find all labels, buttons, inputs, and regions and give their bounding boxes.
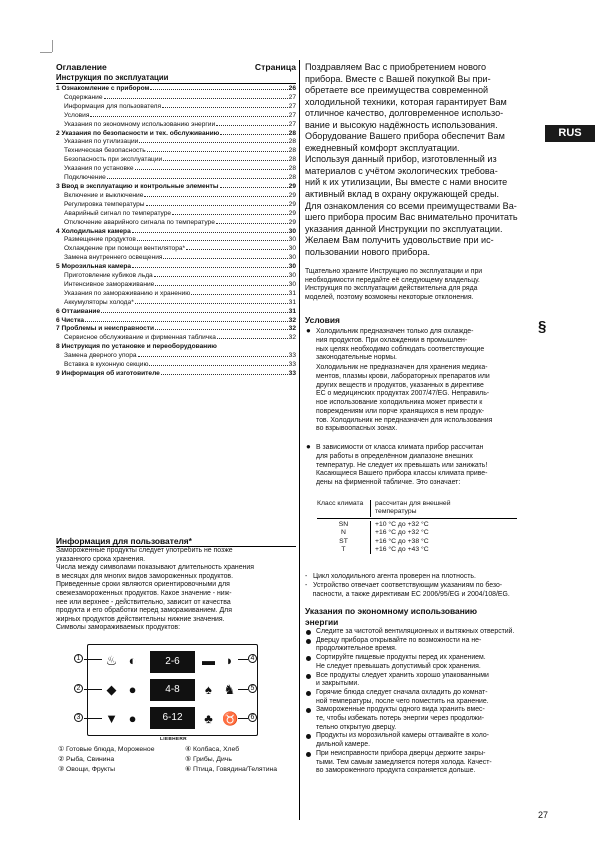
eco-item-line: Дверцу прибора открывайте по возможности на не-	[316, 636, 482, 644]
toc-item-title: Указания по утилизации	[64, 138, 139, 146]
eco-item-line: Сортируйте пищевые продукты перед их хранением.	[316, 654, 486, 662]
toc-dots	[138, 356, 288, 357]
column-divider	[299, 60, 300, 820]
toc-row	[56, 290, 296, 299]
legend-item: ④ Колбаса, Хлеб	[185, 746, 240, 753]
info-line: в месяцах для многих видов замороженных продуктов.	[56, 572, 233, 580]
climate-class: T	[317, 546, 371, 554]
toc-item-page: 29	[288, 209, 296, 217]
toc-row	[56, 361, 296, 370]
conditions-p3	[316, 444, 540, 488]
climate-row	[317, 521, 517, 529]
toc-dots	[154, 276, 288, 277]
text-line: Холодильник не предназначен для хранения медика-	[316, 364, 488, 371]
toc-item-title: Указания по установке	[64, 165, 134, 173]
intro-line: ний к их утилизации, Вы вместе с нами вносите	[305, 177, 508, 188]
eco-item-line: во замороженного продукта сохраняется дольше.	[316, 767, 476, 775]
note-text	[305, 268, 541, 302]
vegetable-icon: ▼	[105, 711, 118, 726]
text-line: повреждениям или порче хранящихся в нем продук-	[316, 407, 485, 415]
leader-line	[84, 718, 102, 719]
toc-row	[56, 343, 296, 352]
toc-dots	[220, 187, 288, 188]
toc-row	[56, 281, 296, 290]
toc-item-page: 30	[288, 245, 296, 253]
leader-line	[238, 659, 248, 660]
legend-left	[58, 745, 155, 775]
leader-line	[238, 689, 248, 690]
toc-item-page: 30	[288, 263, 296, 271]
text-line: законодательные нормы.	[316, 354, 397, 362]
info-line: свежезамороженных продуктов. Какое значение - ниж-	[56, 589, 232, 597]
climate-temp: +16 °C до +43 °C	[375, 546, 429, 554]
toc-item-page: 33	[288, 370, 296, 377]
info-line: жирных продуктов действительны нижние значения.	[56, 615, 225, 623]
intro-line: Используя данный прибор, изготовленный из	[305, 154, 497, 165]
toc-item-title: Техническая безопасность	[64, 147, 146, 155]
toc-row	[56, 121, 296, 130]
toc-dots	[163, 258, 287, 259]
legend-item: ① Готовые блюда, Мороженое	[58, 746, 155, 753]
label-1-icon: 1	[74, 654, 83, 663]
intro-line: отличное качество, долговременное использо-	[305, 108, 504, 119]
toc-item-title: 8 Инструкция по установке и переоборудованию	[56, 343, 217, 351]
toc-row	[56, 263, 296, 272]
eco-item	[305, 637, 541, 654]
game-icon: ♞	[223, 682, 236, 697]
toc-item-page: 27	[288, 93, 296, 101]
toc-item-title: Интенсивное замораживание	[64, 280, 155, 288]
toc-dots	[217, 338, 288, 339]
toc-row	[56, 370, 296, 379]
toc-row	[56, 352, 296, 361]
toc-item-page: 29	[288, 182, 296, 190]
toc-dots	[137, 240, 288, 241]
intro-line: Желаем Вам получить удовольствие при ис-	[305, 235, 494, 246]
eco-item-line: Следите за чистотой вентиляционных и вытяжных отверстий.	[316, 628, 515, 635]
crop-mark	[52, 40, 53, 52]
climate-table	[317, 500, 517, 554]
eco-item-line: ной температуры, после чего поместить на хранение.	[316, 697, 489, 705]
toc-item-title: Информация для пользователя	[64, 102, 162, 110]
toc-item-title: 7 Проблемы и неисправности	[56, 325, 155, 333]
toc-row	[56, 103, 296, 112]
bread-icon: ◗	[225, 653, 234, 668]
eco-item-line: Все продукты следует хранить хорошо упакованными	[316, 671, 489, 679]
intro-line: материалов с учётом экологических требова-	[305, 165, 498, 176]
toc-row	[56, 228, 296, 237]
toc-dots	[144, 196, 287, 197]
toc-row	[56, 210, 296, 219]
toc-item-page: 30	[288, 280, 296, 288]
toc-item-title: Регулировка температуры	[64, 200, 145, 208]
eco-item	[305, 689, 541, 706]
toc-dots	[132, 267, 288, 268]
toc-item-page: 30	[288, 254, 296, 262]
text-line: температур. Не следует их превышать или занижать!	[316, 461, 488, 469]
climate-temp: +16 °C до +32 °C	[375, 529, 429, 537]
toc-item-title: 6 Чистка	[56, 316, 85, 324]
conditions-p2	[316, 364, 540, 434]
toc-item-page: 33	[288, 352, 296, 360]
leader-line	[238, 718, 248, 719]
toc-dots	[220, 134, 287, 135]
toc-dots	[155, 329, 288, 330]
text-line: ЕС о медицинских продуктах 2007/47/EG. Неправиль-	[316, 390, 490, 398]
toc-item-title: Сервисное обслуживание и фирменная табличка	[64, 334, 216, 342]
text-line: во взрывоопасных зонах.	[316, 425, 398, 433]
eco-item	[305, 732, 541, 749]
intro-line: шего прибора просим Вас внимательно прочитать	[305, 212, 518, 223]
toc-item-page: 28	[288, 147, 296, 155]
eco-item	[305, 750, 541, 776]
eco-item-line: Замороженные продукты одного вида хранить вмес-	[316, 706, 485, 714]
toc-item-title: 3 Ввод в эксплуатацию и контрольные элементы	[56, 182, 219, 190]
user-info-title: Информация для пользователя*	[56, 536, 296, 547]
toc-item-title: Аккумуляторы холода*	[64, 298, 134, 306]
toc-row	[56, 130, 296, 139]
toc-item-page: 27	[288, 111, 296, 119]
toc-dots	[107, 178, 288, 179]
toc-row	[56, 334, 296, 343]
info-line: продукта и его обработки перед замораживанием. Для	[56, 607, 232, 615]
toc-item-title: Приготовление кубиков льда	[64, 272, 153, 280]
toc-row	[56, 308, 296, 317]
toc-item-page: 31	[288, 307, 296, 315]
toc-row	[56, 254, 296, 263]
toc-dots	[186, 249, 288, 250]
intro-line: обретаете все преимущества современной	[305, 85, 489, 96]
text-line: ния продуктов. При охлаждении в промышлен-	[316, 336, 468, 344]
note-line: Тщательно храните Инструкцию по эксплуатации и при	[305, 268, 483, 275]
toc-row	[56, 112, 296, 121]
toc-row	[56, 147, 296, 156]
storage-months-2: 4-8	[150, 679, 195, 701]
label-2-icon: 2	[74, 684, 83, 693]
toc-item-title: 9 Информация об изготовителе	[56, 370, 160, 377]
toc-row	[56, 183, 296, 192]
eco-title-line: энергии	[305, 617, 339, 628]
toc-item-page: 30	[288, 236, 296, 244]
toc-item-page: 31	[288, 298, 296, 306]
toc-dots	[149, 365, 287, 366]
legend-item: ⑤ Грибы, Дичь	[185, 756, 232, 763]
toc-row	[56, 201, 296, 210]
toc-dots	[172, 214, 288, 215]
toc-item-title: Указания по замораживанию и хранению	[64, 289, 191, 297]
climate-row	[317, 546, 517, 554]
bullet-icon: ●	[306, 326, 311, 335]
toc-row	[56, 192, 296, 201]
eco-title-line: Указания по экономному использованию	[305, 606, 478, 616]
user-info-section	[56, 536, 296, 633]
intro-line: Для ознакомления со всеми преимуществами Ва-	[305, 200, 517, 211]
toc-dots	[155, 285, 287, 286]
conditions-p1	[316, 328, 540, 363]
eco-item	[305, 654, 541, 671]
toc-dots	[132, 232, 288, 233]
text-line: других веществ и продуктов, указанных в директиве	[316, 381, 484, 389]
eco-item	[305, 706, 541, 732]
toc-dots	[216, 223, 288, 224]
page-number: 27	[538, 810, 549, 820]
fish-icon: ◆	[106, 682, 117, 697]
toc-item-title: Условия	[64, 111, 90, 119]
storage-months-1: 2-6	[150, 651, 195, 673]
toc-item-title: Содержание	[64, 93, 103, 101]
eco-item-line: продолжительное время.	[316, 645, 397, 653]
toc-dots	[150, 89, 287, 90]
intro-line: указания данной Инструкции по эксплуатации.	[305, 223, 503, 234]
toc-item-title: Замена внутреннего освещения	[64, 254, 163, 262]
climate-col-temp: рассчитан для внешней температуры	[375, 500, 451, 516]
legend-item: ② Рыба, Свинина	[58, 756, 115, 763]
toc-dots	[101, 312, 288, 313]
eco-item-line: Продукты из морозильной камеры оттаивайте в холо-	[316, 732, 489, 740]
text-line: ных целях необходимо соблюдать соответствующие	[316, 345, 485, 353]
eco-item-line: Не следует превышать допустимый срок хранения.	[316, 662, 481, 670]
conditions-title: Условия	[305, 315, 340, 325]
toc-item-page: 27	[288, 120, 296, 128]
climate-table-header	[317, 500, 517, 519]
toc-row	[56, 219, 296, 228]
toc-item-page: 28	[288, 165, 296, 173]
toc-item-page: 30	[288, 227, 296, 235]
toc-item-title: 2 Указания по безопасности и тех. обслуживанию	[56, 129, 220, 137]
text-line: тов. Холодильник не предназначен для использования	[316, 416, 493, 424]
dash-line: - Устройство отвечает соответствующим указаниям по безо-	[305, 581, 503, 589]
toc-dots	[161, 374, 288, 375]
note-line: Инструкция по эксплуатации действительна для ряда	[305, 285, 478, 293]
intro-line: пользовании нового прибора.	[305, 246, 430, 257]
toc-row	[56, 165, 296, 174]
toc-item-title: Замена дверного упора	[64, 352, 137, 360]
intro-line: вание и высокую надёжность использования.	[305, 119, 498, 130]
toc-item-title: Указания по экономному использованию энергии	[64, 120, 216, 128]
eco-item	[305, 672, 541, 689]
toc-item-page: 26	[288, 85, 296, 92]
toc-item-page: 28	[288, 129, 296, 137]
toc-dots	[147, 151, 288, 152]
text-line: Холодильник предназначен только для охлажде-	[316, 328, 474, 335]
safety-notes	[305, 573, 541, 599]
toc-item-page: 31	[288, 289, 296, 297]
climate-temp: +16 °C до +38 °C	[375, 537, 429, 545]
pig-icon: ●	[128, 682, 137, 697]
eco-item-line: и закрытыми.	[316, 680, 360, 688]
toc-item-title: Отключение аварийного сигнала по температуре	[64, 218, 215, 226]
toc-item-title: Размещение продуктов	[64, 236, 136, 244]
crop-mark	[40, 52, 52, 53]
intro-line: ежедневный комфорт эксплуатации.	[305, 142, 460, 153]
toc-row	[56, 272, 296, 281]
language-tab: RUS	[545, 125, 595, 142]
climate-row	[317, 538, 517, 546]
toc-header	[56, 62, 296, 73]
climate-col-class: Класс климата	[317, 500, 371, 517]
toc-row	[56, 174, 296, 183]
toc-dots	[216, 125, 287, 126]
text-line: Касающиеся Вашего прибора классы климата приве-	[316, 470, 488, 478]
toc-dots	[162, 107, 288, 108]
info-line: Приведенные сроки являются ориентировочными для	[56, 581, 230, 589]
toc-item-page: 27	[288, 102, 296, 110]
toc-item-title: Безопасность при эксплуатации	[64, 156, 163, 164]
toc-subtitle: Инструкция по эксплуатации	[56, 73, 296, 84]
intro-line: прибора. Вместе с Вашей покупкой Вы при-	[305, 73, 491, 84]
info-line: Замороженные продукты следует употребить не позже	[56, 547, 233, 554]
toc-item-page: 33	[288, 361, 296, 369]
toc-row	[56, 94, 296, 103]
toc-dots	[163, 160, 287, 161]
toc-item-title: 6 Оттаивание	[56, 307, 101, 315]
text-line: ментов, плазмы крови, лабораторных препаратов или	[316, 372, 490, 380]
eco-list	[305, 628, 541, 776]
toc-item-page: 32	[288, 316, 296, 324]
brand-logo: LIEBHERR	[160, 737, 187, 742]
climate-row	[317, 529, 517, 537]
toc-item-page: 30	[288, 272, 296, 280]
label-5-icon: 5	[248, 684, 257, 693]
toc-dots	[135, 169, 288, 170]
toc-item-page: 28	[288, 138, 296, 146]
legend-right	[185, 745, 277, 775]
text-line: дены на фирменной табличке. Это означает:	[316, 479, 461, 486]
text-line: для работы в определённом диапазоне внешних	[316, 452, 473, 460]
toc-dots	[146, 205, 288, 206]
toc-row	[56, 156, 296, 165]
text-line: ное использование холодильника может привести к	[316, 399, 483, 406]
eco-title	[305, 606, 541, 628]
cow-icon: ♉	[222, 711, 239, 726]
toc-item-page: 32	[288, 325, 296, 333]
intro-line: Оборудование Вашего прибора обеспечит Вам	[305, 131, 505, 142]
eco-item-line: дильной камере.	[316, 741, 371, 749]
section-sign-icon: §	[538, 318, 547, 335]
toc-row	[56, 236, 296, 245]
leader-line	[84, 659, 102, 660]
toc-item-title: 4 Холодильная камера	[56, 227, 131, 235]
toc-row	[56, 85, 296, 94]
toc-item-title: Охлаждение при помощи вентилятора*	[64, 245, 186, 253]
dash-line: пасности, а также директивам ЕС 2006/95/EG и 2004/108/EG.	[305, 590, 510, 598]
legend-item: ⑥ Птица, Говядина/Телятина	[185, 766, 278, 773]
bullet-icon: ●	[306, 442, 311, 451]
ready-meal-icon: ♨	[105, 653, 118, 668]
eco-item-line: тельно открытую дверцу.	[316, 723, 397, 731]
note-line: необходимости передайте её следующему владельцу.	[305, 276, 480, 284]
toc-dots	[191, 294, 287, 295]
toc-item-page: 28	[288, 156, 296, 164]
toc-row	[56, 299, 296, 308]
storage-months-3: 6-12	[150, 707, 195, 729]
leader-line	[84, 689, 102, 690]
toc-item-page: 28	[288, 174, 296, 182]
toc-dots	[85, 321, 288, 322]
toc-dots	[90, 116, 287, 117]
freezer-symbols-diagram	[87, 644, 258, 736]
fruit-icon: ●	[128, 711, 137, 726]
info-line: Числа между символами показывают длительность хранения	[56, 564, 254, 572]
climate-class: SN	[317, 521, 371, 529]
toc-row	[56, 245, 296, 254]
info-line: нее или верхнее - действительно, зависит от качества	[56, 598, 231, 606]
toc-item-page: 29	[288, 191, 296, 199]
label-3-icon: 3	[74, 713, 83, 722]
label-4-icon: 4	[248, 654, 257, 663]
poultry-icon: ♣	[204, 711, 213, 726]
info-line: указанного срока хранения.	[56, 555, 145, 563]
info-line: Символы замораживаемых продуктов:	[56, 624, 180, 632]
mushroom-icon: ♠	[205, 682, 212, 697]
intro-line: активный вклад в охрану окружающей среды.	[305, 189, 500, 200]
label-6-icon: 6	[248, 713, 257, 722]
intro-line: Поздравляем Вас с приобретением нового	[305, 62, 487, 72]
intro-text	[305, 62, 541, 258]
toc-item-title: Подключение	[64, 174, 106, 182]
climate-class: ST	[317, 538, 371, 546]
eco-item-line: При неисправности прибора дверцы держите закры-	[316, 749, 486, 757]
climate-temp: +10 °C до +32 °C	[375, 520, 429, 528]
sausage-icon: ▬	[202, 653, 215, 668]
toc-dots	[139, 142, 287, 143]
climate-class: N	[317, 529, 371, 537]
toc-item-page: 29	[288, 200, 296, 208]
text-line: В зависимости от класса климата прибор рассчитан	[316, 444, 484, 451]
toc-row	[56, 138, 296, 147]
eco-item-line: тыми. Тем самым замедляется потеря холода. Качест-	[316, 758, 492, 766]
eco-item-line: те, чтобы избежать потерь энергии через продолжи-	[316, 715, 485, 723]
eco-item	[305, 628, 541, 637]
toc-item-page: 29	[288, 218, 296, 226]
toc-dots	[104, 98, 288, 99]
intro-line: холодильной техники, которая гарантирует Вам	[305, 96, 507, 107]
toc-dots	[135, 303, 288, 304]
toc-item-title: 1 Ознакомление с прибором	[56, 85, 150, 92]
toc-item-title: Вставка в кухонную секцию	[64, 361, 149, 369]
toc-page-label: Страница	[254, 62, 296, 72]
toc-item-title: Аварийный сигнал по температуре	[64, 209, 172, 217]
toc-item-title: 5 Морозильная камера	[56, 263, 132, 271]
eco-item-line: Горячие блюда следует сначала охладить до комнат-	[316, 688, 488, 696]
dash-line: - Цикл холодильного агента проверен на плотность.	[305, 573, 476, 580]
note-line: моделей, поэтому возможны некоторые отклонения.	[305, 293, 474, 301]
table-of-contents	[56, 62, 296, 379]
toc-item-title: Включение и выключение	[64, 191, 144, 199]
legend-item: ③ Овощи, Фрукты	[58, 766, 116, 773]
toc-title: Оглавление	[56, 62, 107, 72]
toc-item-page: 32	[288, 334, 296, 342]
icecream-icon: ◐	[128, 653, 137, 668]
